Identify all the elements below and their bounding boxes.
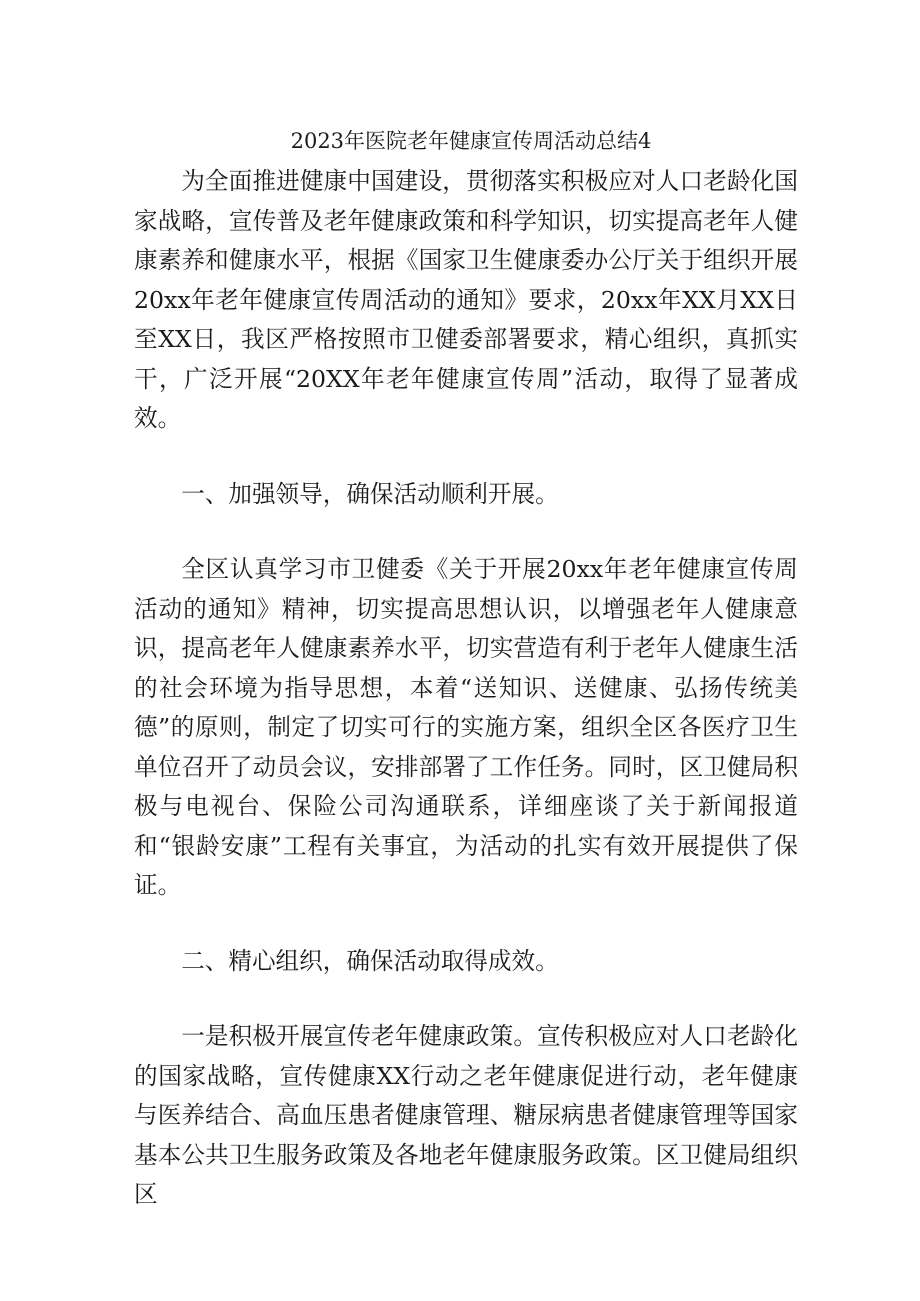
document-page [134, 122, 798, 1215]
section-heading-2: 二、精心组织，确保活动取得成效。 [181, 946, 559, 975]
document-title: 2023年医院老年健康宣传周活动总结4 [290, 129, 652, 153]
spacer [134, 906, 798, 942]
intro-paragraph: 为全面推进健康中国建设，贯彻落实积极应对人口老龄化国家战略，宣传普及老年健康政策和科学知识，切实提高老年人健康素养和健康水平，根据《国家卫生健康委办公厅关于组织开展20xx年老年健康宣传周活动的通知》要求，20xx年XX月XX日至XX日，我区严格按照市卫健委部署要求，精心组织，真抓实干，广泛开展“20XX年老年健康宣传周”活动，取得了显著成效。 [134, 167, 798, 432]
spacer [134, 439, 798, 475]
spacer [134, 981, 798, 1017]
spacer [134, 514, 798, 550]
section-1-paragraph: 全区认真学习市卫健委《关于开展20xx年老年健康宣传周活动的通知》精神，切实提高思想认识，以增强老年人健康意识，提高老年人健康素养水平，切实营造有利于老年人健康生活的社会环境为指导思想，本着“送知识、送健康、弘扬传统美德”的原则，制定了切实可行的实施方案，组织全区各医疗卫生单位召开了动员会议，安排部署了工作任务。同时，区卫健局积极与电视台、保险公司沟通联系，详细座谈了关于新闻报道和“银龄安康”工程有关事宜，为活动的扎实有效开展提供了保证。 [134, 555, 798, 899]
section-2-paragraph: 一是积极开展宣传老年健康政策。宣传积极应对人口老龄化的国家战略，宣传健康XX行动之老年健康促进行动，老年健康与医养结合、高血压患者健康管理、糖尿病患者健康管理等国家基本公共卫生服务政策及各地老年健康服务政策。区卫健局组织区 [134, 1022, 798, 1208]
section-heading-1: 一、加强领导，确保活动顺利开展。 [181, 479, 559, 508]
